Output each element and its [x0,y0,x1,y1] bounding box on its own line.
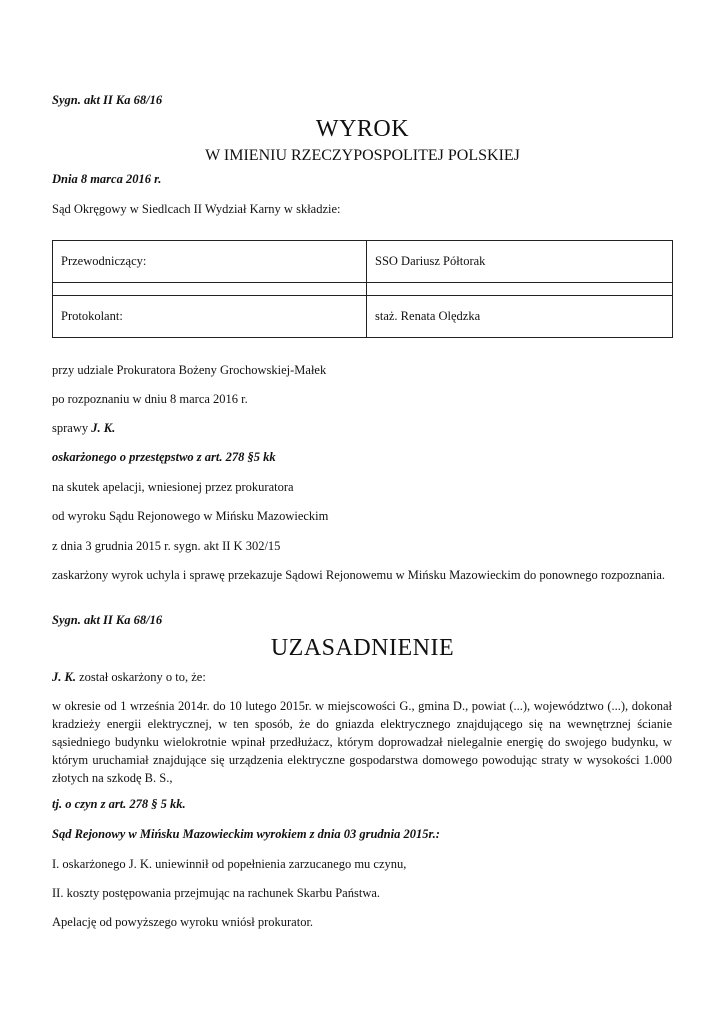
lower-court-judgment-line: od wyroku Sądu Rejonowego w Mińsku Mazowieckim [52,509,329,523]
panel-row [53,296,673,338]
verdict-point-1: I. oskarżonego J. K. uniewinnił od popełnienia zarzucanego mu czynu, [52,857,407,871]
panel-person [367,283,673,296]
justification-title: UZASADNIENIE [270,635,455,661]
legal-basis: tj. o czyn z art. 278 § 5 kk. [52,797,186,811]
accused-line-text: został oskarżony o to, że: [75,670,206,684]
panel-row-spacer [53,283,673,296]
accused-name: J. K. [91,421,116,435]
appeal-note: Apelację od powyższego wyroku wniósł prokurator. [52,915,314,929]
prosecutor-line: przy udziale Prokuratora Bożeny Grochowskiej-Małek [52,363,327,377]
judgment-date: Dnia 8 marca 2016 r. [52,172,162,186]
charge-description: w okresie od 1 września 2014r. do 10 lutego 2015r. w miejscowości G., gmina D., powiat (...), województwo (...), dokonał kradzieży energii elektrycznej, w ten sposób, że do gniazda elektrycznego znajdującego się na wewnętrznej ścianie sąsiedniego budynku wielokrotnie wpinał przedłużacz, którym doprowadzał nielegalnie energię do swojego budynku, w którym uruchamiał znajdujące się urządzenia elektryczne gospodarstwa domowego powodując straty w wysokości 1.000 złotych na szkodę B. S., [52,699,672,785]
accused-line [52,670,206,685]
judgment-date-line: z dnia 3 grudnia 2015 r. sygn. akt II K 302/15 [52,539,281,553]
case-line [52,421,115,436]
panel-person: SSO Dariusz Półtorak [367,241,673,283]
charge-line: oskarżonego o przestępstwo z art. 278 §5 kk [52,450,276,464]
accused-name: J. K. [52,670,76,684]
hearing-line: po rozpoznaniu w dniu 8 marca 2016 r. [52,392,248,406]
panel-row [53,241,673,283]
panel-table [52,240,673,338]
document-title: WYROK [315,116,410,142]
decision-paragraph: zaskarżony wyrok uchyla i sprawę przekazuje Sądowi Rejonowemu w Mińsku Mazowieckim do ponownego rozpoznania. [52,568,666,582]
court-composition: Sąd Okręgowy w Siedlcach II Wydział Karny w składzie: [52,202,341,216]
panel-role [53,283,367,296]
case-signature: Sygn. akt II Ka 68/16 [52,93,163,107]
justification-signature: Sygn. akt II Ka 68/16 [52,613,163,627]
document-subtitle: W IMIENIU RZECZYPOSPOLITEJ POLSKIEJ [205,147,520,164]
panel-person: staż. Renata Olędzka [367,296,673,338]
panel-role: Przewodniczący: [53,241,367,283]
appeal-line: na skutek apelacji, wniesionej przez prokuratora [52,480,294,494]
case-prefix: sprawy [52,421,92,435]
lower-court-verdict-heading: Sąd Rejonowy w Mińsku Mazowieckim wyrokiem z dnia 03 grudnia 2015r.: [52,827,440,841]
panel-role: Protokolant: [53,296,367,338]
verdict-point-2: II. koszty postępowania przejmując na rachunek Skarbu Państwa. [52,886,381,900]
